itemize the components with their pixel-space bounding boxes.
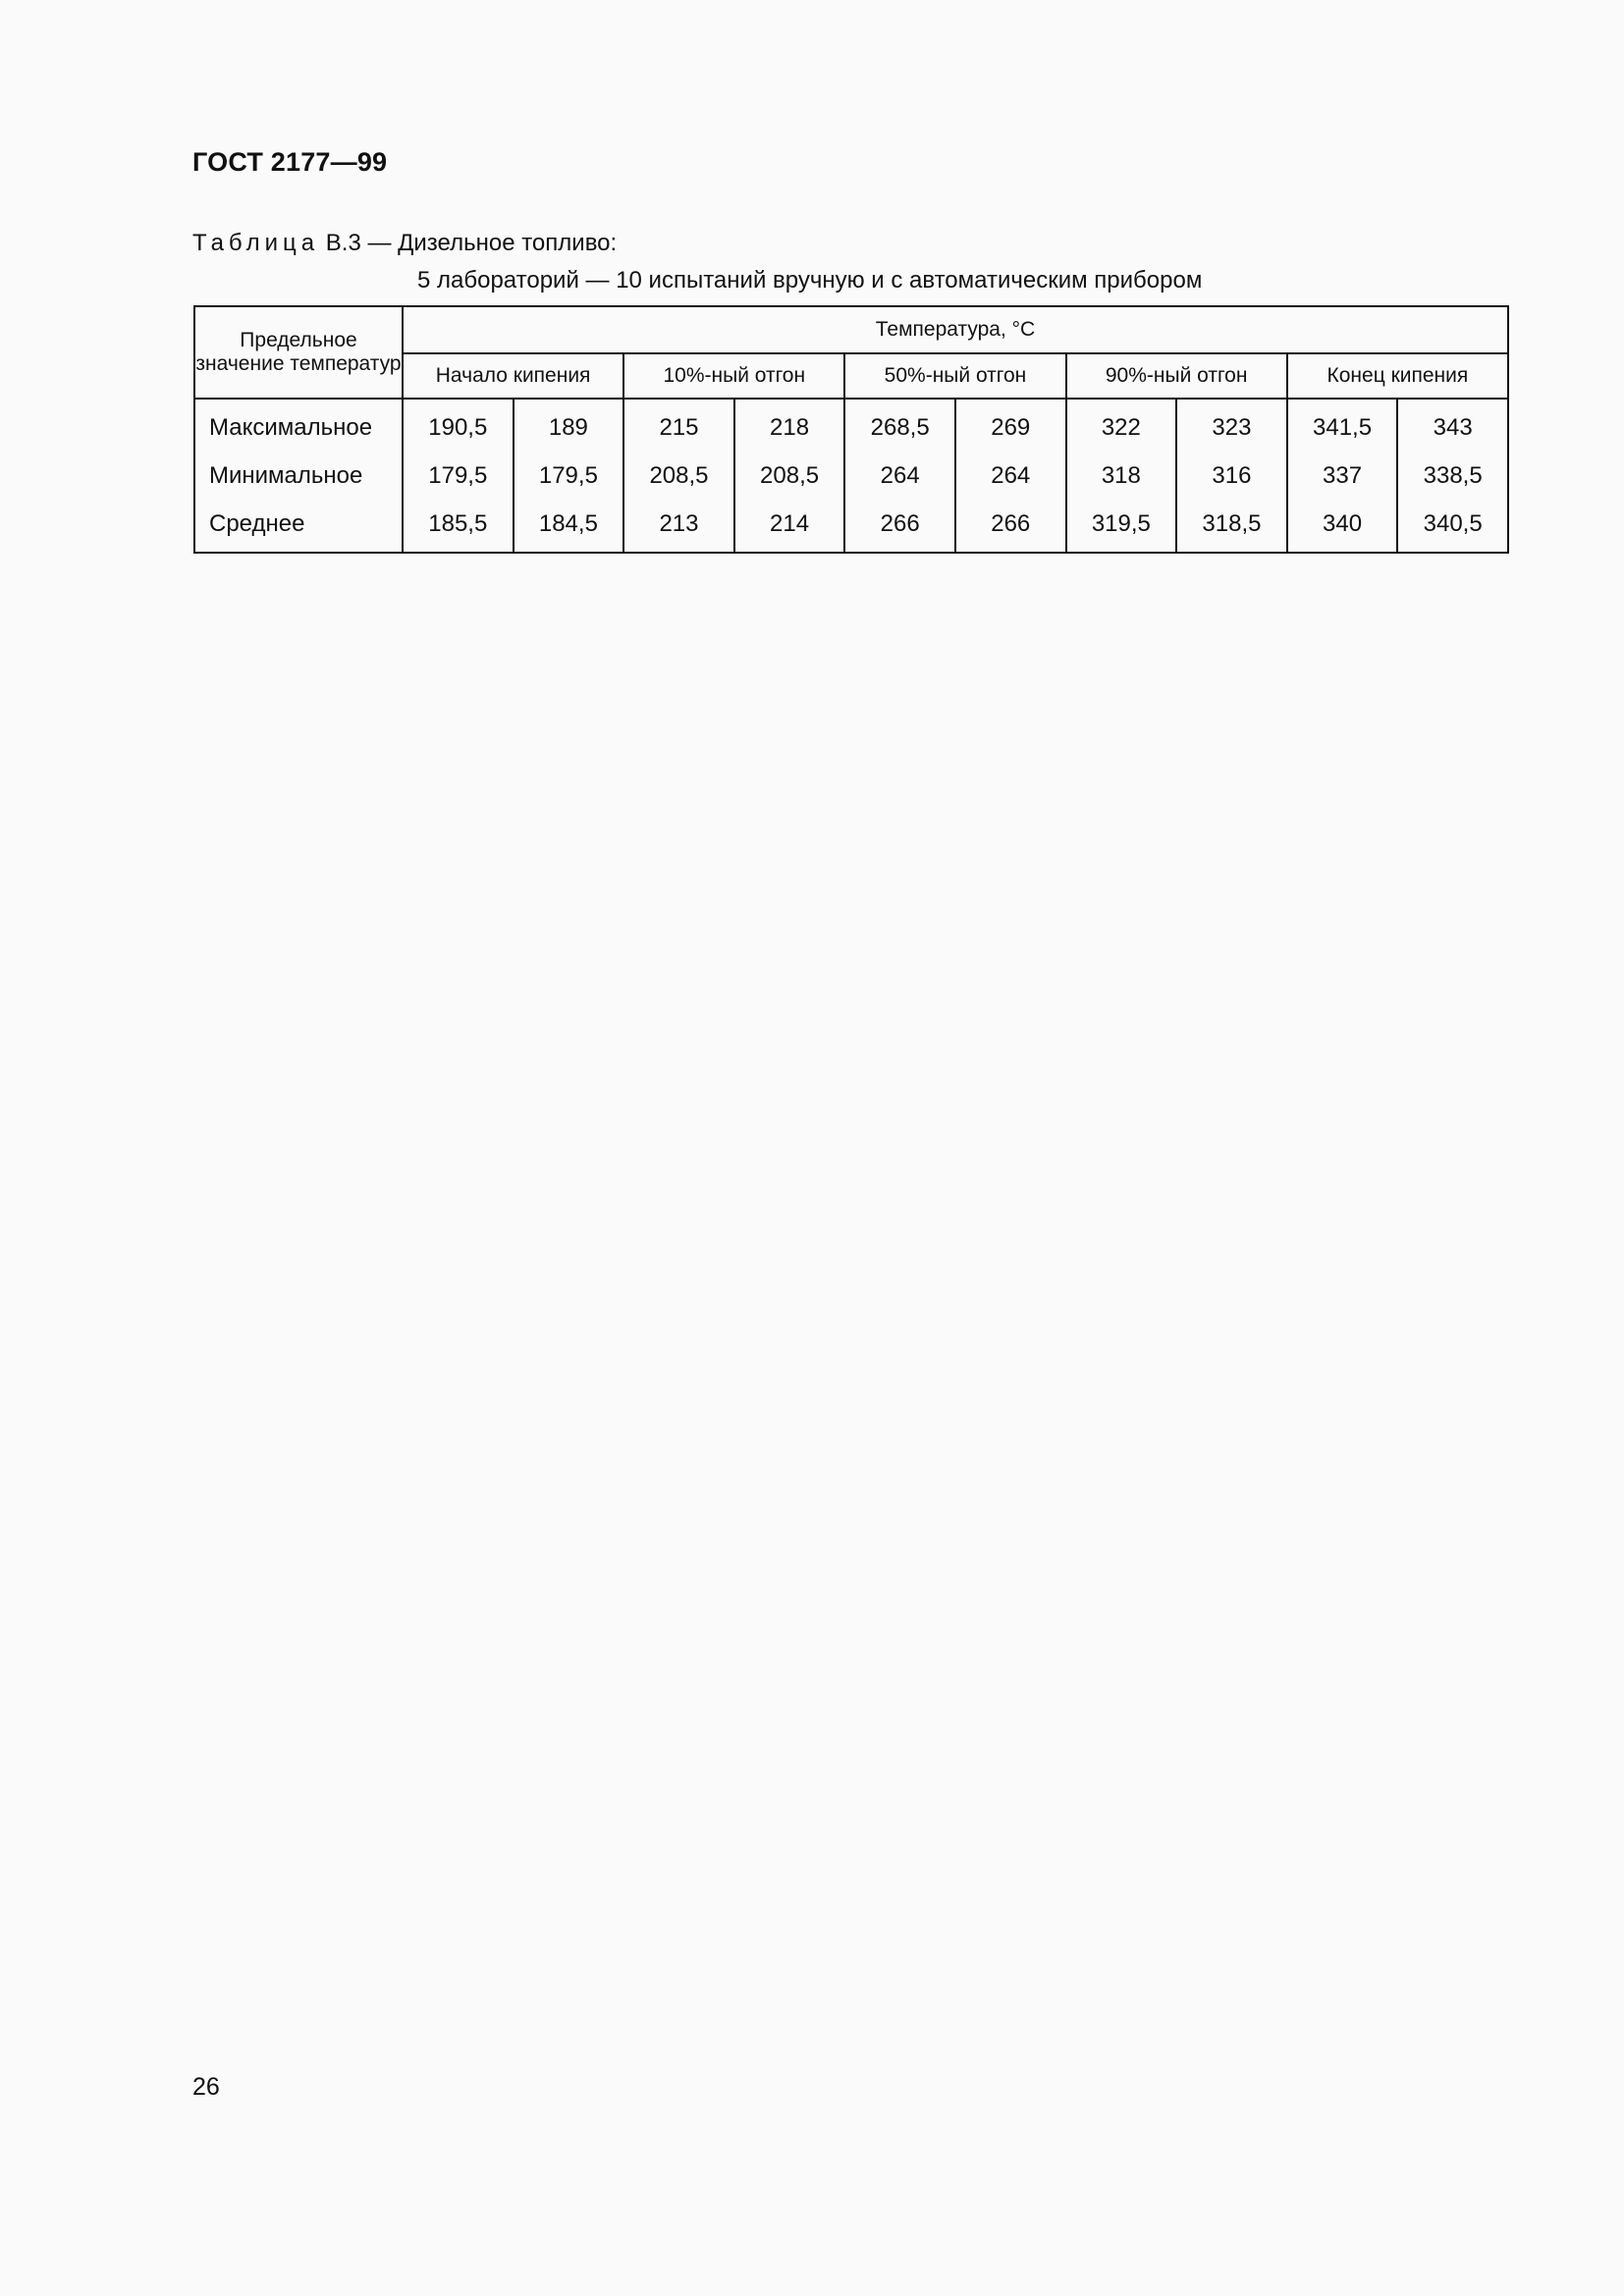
- table-cell: 269: [955, 399, 1066, 452]
- table-cell: 341,5: [1287, 399, 1398, 452]
- page-number: 26: [192, 2073, 220, 2101]
- row-label: Максимальное: [194, 399, 403, 452]
- table-cell: 343: [1397, 399, 1508, 452]
- table-cell: 337: [1287, 452, 1398, 500]
- table-cell: 208,5: [734, 452, 845, 500]
- table-cell: 268,5: [844, 399, 955, 452]
- table-cell: 266: [844, 500, 955, 553]
- table-cell: 214: [734, 500, 845, 553]
- data-table: [193, 305, 1509, 554]
- table-cell: 184,5: [514, 500, 624, 553]
- row-label: Минимальное: [194, 452, 403, 500]
- table-caption-label: Таблица: [192, 230, 320, 256]
- table-cell: 189: [514, 399, 624, 452]
- column-group-header: Конец кипения: [1287, 353, 1508, 399]
- column-group-header: Начало кипения: [403, 353, 623, 399]
- table-cell: 208,5: [623, 452, 734, 500]
- table-cell: 264: [844, 452, 955, 500]
- table-cell: 213: [623, 500, 734, 553]
- table-cell: 318: [1066, 452, 1177, 500]
- table-cell: 316: [1176, 452, 1287, 500]
- document-header: ГОСТ 2177—99: [192, 147, 388, 177]
- table-cell: 179,5: [403, 452, 514, 500]
- table-cell: 319,5: [1066, 500, 1177, 553]
- table-caption-text: В.3 — Дизельное топливо:: [325, 230, 618, 256]
- table-caption-subtitle: 5 лабораторий — 10 испытаний вручную и с автоматическим прибором: [417, 267, 1203, 294]
- table-row: [194, 399, 1508, 452]
- table-cell: 323: [1176, 399, 1287, 452]
- column-group-header: 90%-ный отгон: [1066, 353, 1287, 399]
- column-group-header: 50%-ный отгон: [844, 353, 1065, 399]
- table-row: [194, 500, 1508, 553]
- table-cell: 340,5: [1397, 500, 1508, 553]
- table-cell: 190,5: [403, 399, 514, 452]
- table-cell: 264: [955, 452, 1066, 500]
- column-group-header: 10%-ный отгон: [623, 353, 844, 399]
- table-cell: 215: [623, 399, 734, 452]
- table-cell: 338,5: [1397, 452, 1508, 500]
- group-header: Температура, °C: [403, 306, 1508, 353]
- row-label: Среднее: [194, 500, 403, 553]
- table-cell: 185,5: [403, 500, 514, 553]
- table-cell: 318,5: [1176, 500, 1287, 553]
- table-caption: [192, 225, 1202, 299]
- table-cell: 218: [734, 399, 845, 452]
- table-cell: 179,5: [514, 452, 624, 500]
- stub-header: Предельное значение температур: [194, 306, 403, 399]
- table-cell: 322: [1066, 399, 1177, 452]
- table-cell: 266: [955, 500, 1066, 553]
- table-cell: 340: [1287, 500, 1398, 553]
- table-row: [194, 452, 1508, 500]
